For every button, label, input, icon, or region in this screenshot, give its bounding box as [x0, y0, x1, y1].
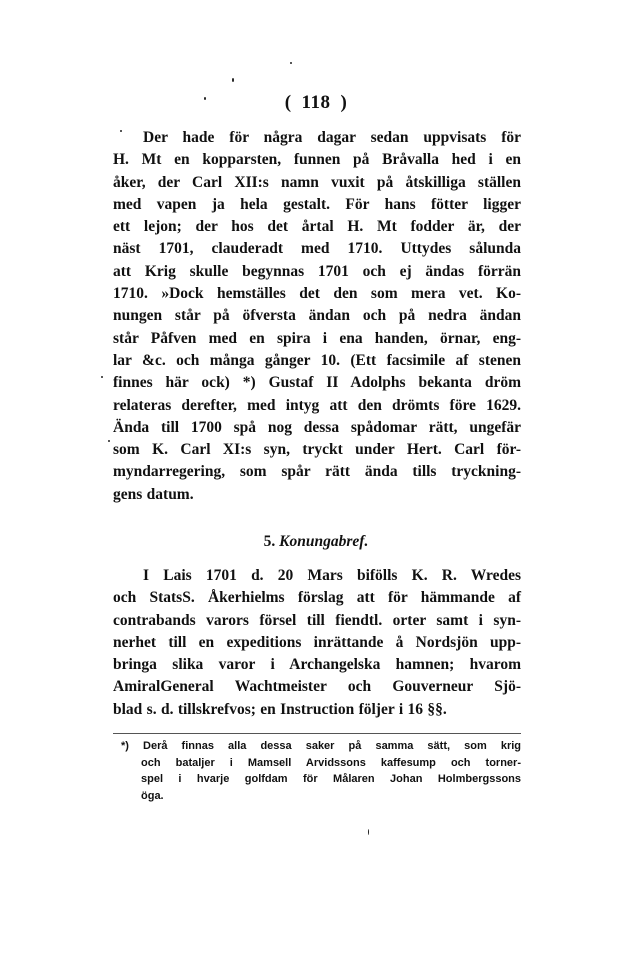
text-line: att Krig skulle begynnas 1701 och ej ändas förrän — [113, 262, 521, 280]
footnote-line: *) Derå finnas alla dessa saker på samma sätt, som krig — [121, 740, 521, 752]
text-line: nerhet till en expeditions inrättande å Nordsjön upp- — [113, 633, 521, 651]
text-line: blad s. d. tillskrefvos; en Instruction följer i 16 §§. — [113, 700, 447, 718]
text-line: står Påfven med en spira i ena handen, örnar, eng- — [113, 329, 521, 347]
scan-speck — [290, 62, 292, 64]
text-line: myndarregering, som spår rätt ända tills tryckning- — [113, 463, 521, 481]
paragraph-2 — [113, 565, 521, 721]
footnote-line: spel i hvarje golfdam för Målaren Johan Holmbergssons — [141, 773, 521, 785]
text-line: I Lais 1701 d. 20 Mars bifölls K. R. Wredes — [143, 567, 521, 584]
text-line: Ända till 1700 spå nog dessa spådomar rätt, ungefär — [113, 418, 521, 436]
scan-speck — [108, 440, 110, 442]
text-line: bringa slika varor i Archangelska hamnen; hvarom — [113, 656, 521, 674]
text-line: näst 1701, clauderadt med 1710. Uttydes sålunda — [113, 240, 521, 258]
text-line: AmiralGeneral Wachtmeister och Gouverneur Sjö- — [113, 678, 521, 696]
footnote — [113, 738, 521, 804]
section-number: 5. — [263, 533, 276, 550]
text-line: nungen står på öfversta ändan och på nedra ändan — [113, 307, 521, 325]
page-number: 118 — [301, 92, 331, 113]
text-line: ett lejon; der hos det årtal H. Mt fodder är, der — [113, 218, 521, 236]
text-line: med vapen ja hela gestalt. För hans fötter ligger — [113, 195, 521, 213]
footnote-line: och bataljer i Mamsell Arvidssons kaffesump och torner- — [141, 756, 521, 769]
section-heading — [0, 533, 632, 551]
scan-speck — [101, 376, 103, 378]
text-line: åker, der Carl XII:s namn vuxit på åtskilliga ställen — [113, 173, 521, 191]
page-header — [0, 92, 632, 114]
text-line: H. Mt en kopparsten, funnen på Bråvalla hed i en — [113, 151, 521, 169]
section-title: Konungabref. — [279, 533, 369, 550]
scan-speck — [120, 130, 122, 132]
text-line: och StatsS. Åkerhielms förslag att för hämmande af — [113, 589, 521, 607]
close-paren: ) — [340, 92, 348, 113]
text-line: Der hade för några dagar sedan uppvisats för — [143, 129, 521, 146]
text-line: contrabands varors försel till fiendtl. orter samt i syn- — [113, 611, 521, 629]
open-paren: ( — [284, 92, 292, 113]
scan-speck — [204, 97, 206, 100]
text-line: som K. Carl XI:s syn, tryckt under Hert. Carl för- — [113, 441, 521, 459]
text-line: lar &c. och många gånger 10. (Ett facsimile af stenen — [113, 351, 521, 369]
text-line: finnes här ock) *) Gustaf II Adolphs bekanta dröm — [113, 374, 521, 392]
footnote-line: öga. — [141, 789, 164, 802]
paragraph-1 — [113, 127, 521, 506]
footnote-divider — [113, 733, 521, 734]
scan-speck — [368, 829, 369, 835]
text-line: 1710. »Dock hemställes det den som mera vet. Ko- — [113, 285, 521, 303]
scan-speck — [232, 78, 234, 82]
text-line: relateras derefter, med intyg att den drömts före 1629. — [113, 396, 521, 414]
text-line: gens datum. — [113, 485, 194, 503]
